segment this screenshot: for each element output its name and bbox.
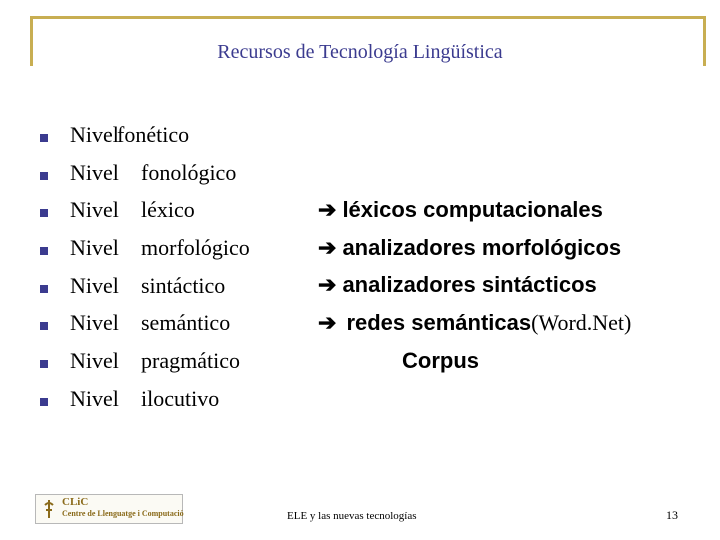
resource-suffix: (Word.Net) [531, 310, 632, 336]
item-level: fonológico [141, 159, 237, 185]
square-bullet-icon [40, 322, 48, 330]
item-level: pragmático [141, 348, 240, 374]
right-arrow-icon: ➔ [318, 310, 337, 336]
item-word: Nivel [70, 385, 119, 411]
clic-logo-icon [42, 498, 56, 520]
footer-text: ELE y las nuevas tecnologías [287, 510, 417, 522]
resource-item [318, 269, 631, 307]
square-bullet-icon [40, 134, 48, 142]
square-bullet-icon [40, 247, 48, 255]
right-arrow-icon: ➔ [318, 272, 337, 298]
resource-item [318, 232, 631, 270]
right-arrow-icon: ➔ [318, 234, 337, 260]
resource-item [318, 307, 631, 345]
item-level: morfológico [141, 235, 250, 261]
item-level: léxico [141, 197, 195, 223]
square-bullet-icon [40, 360, 48, 368]
resource-label: analizadores sintácticos [342, 272, 597, 298]
item-word: Nivel [70, 122, 119, 147]
right-arrow-icon: ➔ [318, 197, 337, 222]
logo-title: CLiC [62, 496, 89, 508]
resource-label: analizadores morfológicos [342, 234, 622, 260]
resource-list [318, 194, 631, 382]
item-word: Nivel [70, 159, 119, 185]
frame-top-line [30, 16, 706, 19]
item-level: sintáctico [141, 272, 226, 298]
item-word: Nivel [70, 272, 119, 298]
square-bullet-icon [40, 209, 48, 217]
page-number: 13 [666, 508, 678, 522]
resource-label: Corpus [402, 347, 479, 373]
item-word: Nivel [70, 310, 119, 336]
item-word: Nivel [70, 348, 119, 374]
resource-item [318, 345, 631, 383]
item-level: semántico [141, 310, 231, 336]
item-word: Nivel [70, 197, 119, 223]
item-level: ilocutivo [141, 385, 220, 411]
slide-title: Recursos de Tecnología Lingüística [217, 41, 503, 63]
square-bullet-icon [40, 172, 48, 180]
item-level: fonético [117, 122, 190, 147]
item-word: Nivel [70, 235, 119, 261]
logo-subtitle: Centre de Llenguatge i Computació [62, 509, 184, 518]
square-bullet-icon [40, 398, 48, 406]
resource-item [318, 194, 631, 232]
resource-label: léxicos computacionales [342, 197, 603, 222]
square-bullet-icon [40, 285, 48, 293]
clic-logo [35, 494, 183, 524]
resource-label: redes semánticas [346, 310, 532, 336]
